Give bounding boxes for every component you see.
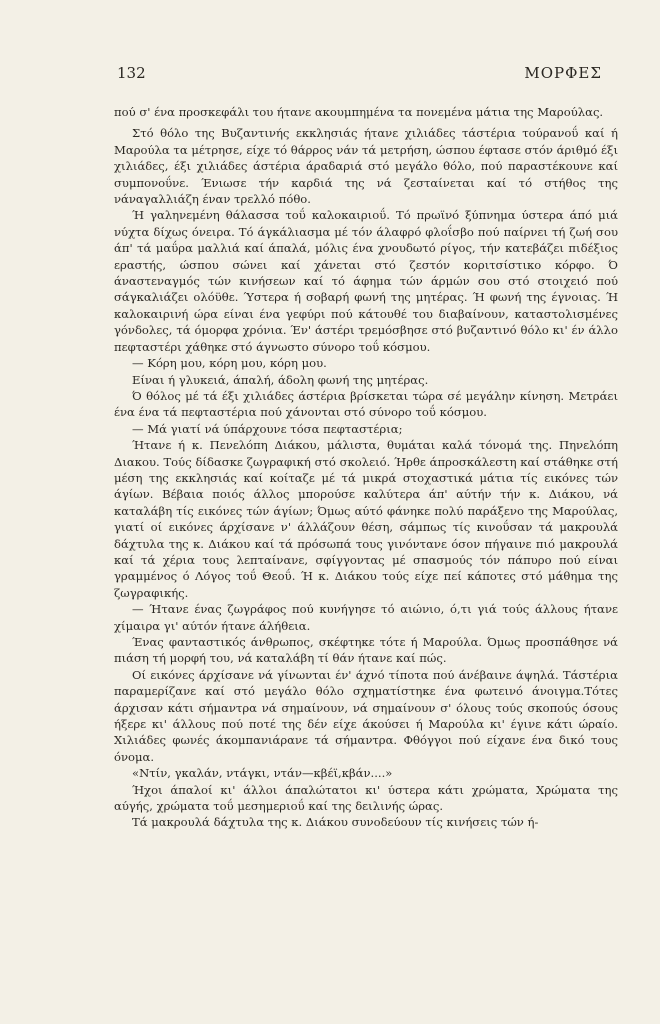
body-text [114,104,618,831]
running-title: ΜΟΡΦΕΣ [524,64,602,82]
paragraph: Ήτανε ή κ. Πενελόπη Διάκου, μάλιστα, θυμάται καλά τόνομά της. Πηνελόπη Διακου. Τούς δίδασκε ζωγραφική στό σκολειό. Ήρθε άπροσκάλεστη καί στάθηκε στή μέση της εκκλησιάς καί κοίταζε μέ τά μικρά στοχαστικά μάτια τίς εικόνες τών άγίων. Βέβαια ποιός άλλος μπορούσε καλύτερα άπ' αύτήν τήν κ. Διάκου, νά καταλάβη τίς εικόνες τών άγίων; Όμως αύτό φάνηκε πολύ παράξενο της Μαρούλας, γιατί οί εικόνες άρχίσανε ν' άλλάζουν θέση, σάμπως τίς κινοΰσαν τά μακρουλά δάχτυλα της κ. Διάκου καί τά πρόσωπά τους γινόντανε όσον πήγαινε πιό μακρουλά καί τά χέρια τους λεπταίνανε, σφίγγοντας μέ σπασμούς τόν πάπυρο πού είναι γραμμένος ό Λόγος τοΰ Θεοΰ. Ή κ. Διάκου τούς είχε πεί κάποτες στό μάθημα της ζωγραφικής. [114,438,618,600]
paragraph: Ήχοι άπαλοί κι' άλλοι άπαλώτατοι κι' ύστερα κάτι χρώματα, Χρώματα της αύγής, χρώματα τοΰ μεσημεριοΰ καί της δειλινής ώρας. [114,782,618,814]
paragraph: — Κόρη μου, κόρη μου, κόρη μου. [132,356,327,371]
paragraph: «Ντίν, γκαλάν, ντάγκι, ντάν—κβέϊ,κβάν....» [132,766,393,781]
paragraph: — Ήτανε ένας ζωγράφος πού κυνήγησε τό αιώνιο, ό,τι γιά τούς άλλους ήτανε χίμαιρα γι' αύτόν ήτανε άλήθεια. [114,602,618,633]
paragraph: Είναι ή γλυκειά, άπαλή, άδολη φωνή της μητέρας. [132,372,429,387]
paragraph: Οί εικόνες άρχίσανε νά γίνωνται έν' άχνό τίποτα πού άνέβαινε άψηλά. Τάστέρια παραμερίζανε καί στό μεγάλο θόλο σχηματίστηκε ένα φωτεινό άνοιγμα.Τότες άρχισαν κάτι σήμαντρα νά σημαίνουν, νά σημαίνουν σ' όλους τούς σκοπούς όσους ήξερε κι' άλλους πού ποτέ της δέν είχε άκούσει ή Μαρούλα κι' έγινε κάτι ώραίο. Χιλιάδες φωνές άκομπανιάρανε τά σήμαντρα. Φθόγγοι πού είχανε ένα δικό τους όνομα. [114,667,618,764]
page-number: 132 [117,64,146,82]
paragraph: πού σ' ένα προσκεφάλι του ήτανε ακουμπημένα τα πονεμένα μάτια της Μαρούλας. [114,105,604,119]
paragraph: Στό θόλο της Βυζαντινής εκκλησιάς ήτανε χιλιάδες τάστέρια τούρανοΰ καί ή Μαρούλα τα μέτρησε, είχε τό θάρρος νάν τά μετρήση, ώσπου έφτασε στόν άριθμό έξι χιλιάδες, έξι χιλιάδες άστέρια άραδαριά στό μεγάλο θόλο, πού παραστέκουνε καί συμπονοΰνε. Ένιωσε τήν καρδιά της νά ζεσταίνεται καί τό στήθος της νάναγαλλιάζη έναν τρελλό πόθο. [114,126,618,207]
paragraph: Ή γαληνεμένη θάλασσα τοΰ καλοκαιριοΰ. Τό πρωϊνό ξύπνημα ύστερα άπό μιά νύχτα δίχως όνειρα. Τό άγκάλιασμα μέ τόν άλαφρό φλοΐσβο πού παίρνει τή ζωή σου άπ' τά μαΰρα μαλλιά καί άπαλά, μόλις ένα χνουδωτό ρίγος, τήν κατεβάζει πιδέξιος εραστής, ώσπου σώνει καί χάνεται στό ζεστόν κοριτσίστικο κόρφο. Ό άναστεναγμός τών κινήσεων καί τό άφημα τών άρμών σου στό στοιχειό πού σάγκαλιάζει ολόϋθε. Ύστερα ή σοβαρή φωνή της μητέρας. Ή φωνή της έγνοιας. Ή καλοκαιρινή ώρα είναι ένα γεφύρι πού κάτουθέ του διαβαίνουν, καταστολισμένες γόνδολες, τά όμορφα χρόνια. Έν' άστέρι τρεμόσβησε στό βυζαντινό θόλο κι' έν άλλο πεφταστέρι χάθηκε στό άγνωστο σύνορο τοΰ κόσμου. [114,208,618,354]
paragraph: Ό θόλος μέ τά έξι χιλιάδες άστέρια βρίσκεται τώρα σέ μεγάλην κίνηση. Μετράει ένα ένα τά πεφταστέρια πού χάνονται στό σύνορο τοΰ κόσμου. [114,388,618,420]
paragraph: Τά μακρουλά δάχτυλα της κ. Διάκου συνοδεύουν τίς κινήσεις τών ή- [132,815,539,830]
page-header [117,64,602,88]
paragraph: — Μά γιατί νά ύπάρχουνε τόσα πεφταστέρια; [132,421,403,436]
paragraph: Ένας φανταστικός άνθρωπος, σκέφτηκε τότε ή Μαρούλα. Όμως προσπάθησε νά πιάση τή μορφή του, νά καταλάβη τί θάν ήτανε καί πώς. [114,635,618,666]
